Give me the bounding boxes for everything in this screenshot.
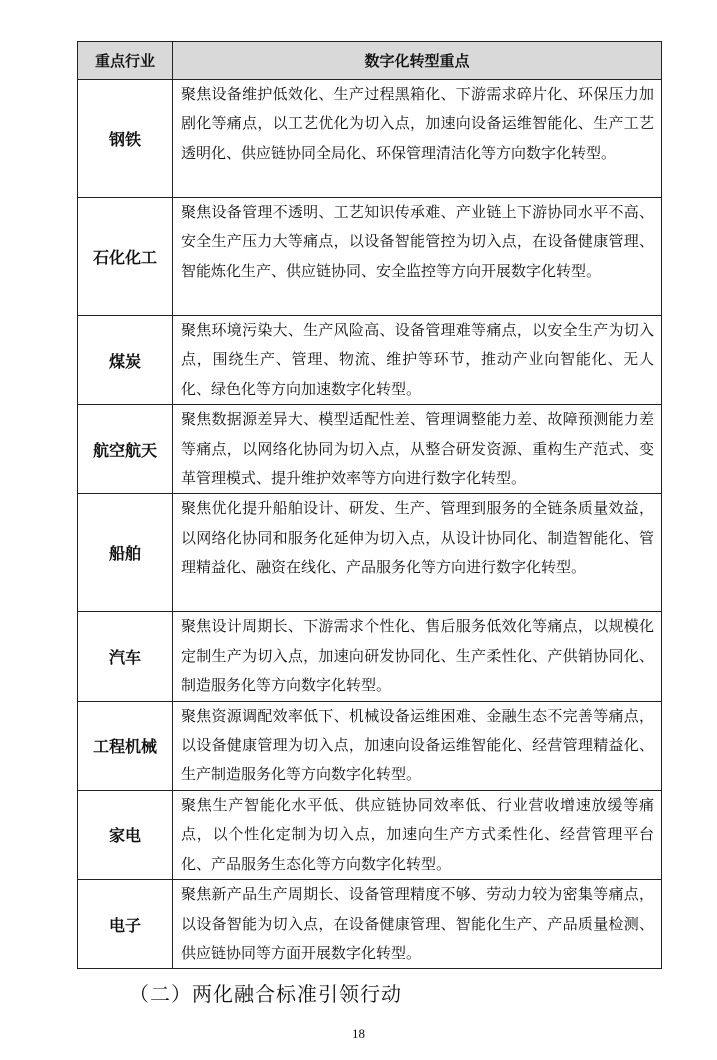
table-row [78,701,662,790]
industry-name: 工程机械 [78,701,173,790]
industry-description: 聚焦优化提升船舶设计、研发、生产、管理到服务的全链条质量效益，以网络化协同和服务化延伸为切入点，从设计协同化、制造智能化、管理精益化、融资在线化、产品服务化等方向进行数字化转型。 [173,494,662,612]
industry-name: 汽车 [78,612,173,701]
table-row [78,790,662,879]
industry-description: 聚焦设计周期长、下游需求个性化、售后服务低效化等痛点，以规模化定制生产为切入点，加速向研发协同化、生产柔性化、产供销协同化、制造服务化等方向数字化转型。 [173,612,662,701]
table-row [78,494,662,612]
header-industry: 重点行业 [78,42,173,80]
section-heading: （二）两化融合标准引领行动 [129,982,402,1006]
industry-name: 家电 [78,790,173,879]
table-header-row [78,42,662,80]
table-row [78,80,662,198]
industry-name: 航空航天 [78,405,173,494]
page-number: 18 [352,1026,365,1041]
header-transformation-focus: 数字化转型重点 [173,42,662,80]
industry-name: 石化化工 [78,198,173,316]
industry-name: 煤炭 [78,316,173,405]
table-row [78,316,662,405]
industry-name: 电子 [78,880,173,969]
industry-digital-transformation-table [77,41,662,969]
industry-name: 船舶 [78,494,173,612]
industry-description: 聚焦环境污染大、生产风险高、设备管理难等痛点，以安全生产为切入点，围绕生产、管理、物流、维护等环节，推动产业向智能化、无人化、绿色化等方向加速数字化转型。 [173,316,662,405]
industry-description: 聚焦设备管理不透明、工艺知识传承难、产业链上下游协同水平不高、安全生产压力大等痛点，以设备智能管控为切入点，在设备健康管理、智能炼化生产、供应链协同、安全监控等方向开展数字化转型。 [173,198,662,316]
industry-description: 聚焦设备维护低效化、生产过程黑箱化、下游需求碎片化、环保压力加剧化等痛点，以工艺优化为切入点，加速向设备运维智能化、生产工艺透明化、供应链协同全局化、环保管理清洁化等方向数字化转型。 [173,80,662,198]
industry-description: 聚焦资源调配效率低下、机械设备运维困难、金融生态不完善等痛点，以设备健康管理为切入点，加速向设备运维智能化、经营管理精益化、生产制造服务化等方向数字化转型。 [173,701,662,790]
table-row [78,405,662,494]
table-row [78,198,662,316]
table-row [78,612,662,701]
industry-description: 聚焦新产品生产周期长、设备管理精度不够、劳动力较为密集等痛点，以设备智能为切入点，在设备健康管理、智能化生产、产品质量检测、供应链协同等方面开展数字化转型。 [173,880,662,969]
industry-description: 聚焦数据源差异大、模型适配性差、管理调整能力差、故障预测能力差等痛点，以网络化协同为切入点，从整合研发资源、重构生产范式、变革管理模式、提升维护效率等方向进行数字化转型。 [173,405,662,494]
industry-name: 钢铁 [78,80,173,198]
industry-description: 聚焦生产智能化水平低、供应链协同效率低、行业营收增速放缓等痛点，以个性化定制为切入点，加速向生产方式柔性化、经营管理平台化、产品服务生态化等方向数字化转型。 [173,790,662,879]
table-row [78,880,662,969]
